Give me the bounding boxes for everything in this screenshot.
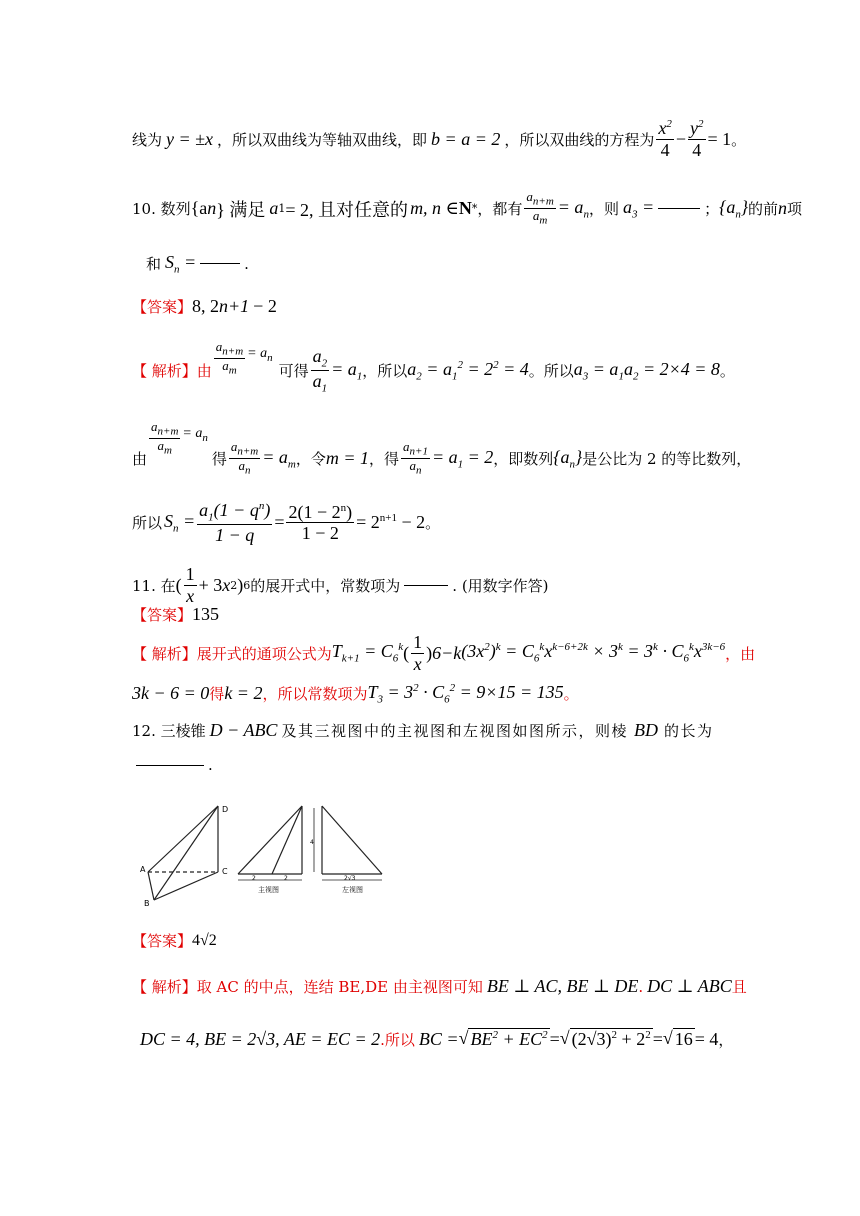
answer-blank-bd [136,765,204,766]
question-12: 12. 三棱锥 D − ABC 及其三视图中的主视图和左视图如图所示，则棱 BD 的长为 [132,720,714,740]
question-10: 10. 数列 {a n } 满足 a 1 = 2, 且对任意的 m, n ∈ N * ，都有 $\frac{a_{n+m}}{a_m}$ = $a_n$ ，则 $a_3$ = ； $\{a_n\}$ 的前 n 项 [132,189,803,227]
front-view [238,806,302,880]
tetrahedron-three-view-figure [138,800,398,908]
left-view-label: 左视图 [342,886,363,894]
front-dim-2b: 2 [284,875,288,882]
solution-11-line-1: 【 解析】展开式的通项公式为 $T_{k+1} = C_6^k$ ( $\frac{1}{x}$ ) 6−k $(3x^2)^k = C_6^kx^{k-6+2k} \times 3^k = 3^k \cdot C_6^kx^{3k-6}$ ，由 [132,632,756,674]
answer-12: 【答案】 4√2 [132,931,217,950]
fraction-x2-over-4: $\frac{x^2}{4}$ [658,118,672,160]
solution-12-line-1: 【 解析】取 AC 的中点，连结 BE,DE 由主视图可知 BE ⊥ AC, BE ⊥ DE . DC ⊥ ABC 且 [132,976,747,996]
answer-11: 【答案】 135 [132,604,220,624]
solution-11-line-2: 3k − 6 = 0 得 k = 2 ，所以常数项为 $T_3 = 3^2 \cdot C_6^2 = 9\times 15 = 135$ 。 [132,682,579,706]
question-12-cont: . [132,756,213,774]
front-dim-2: 2 [252,875,256,882]
left-dim-2root3: 2√3 [344,875,356,882]
label-C: C [222,867,228,876]
solution-12-line-2: DC = 4, BE = 2√3, AE = EC = 2 .所以 BC = √ $BE^2 + EC^2$ = √ $(2√3)^2 + 2^2$ = √ 16 = 4 ， [140,1028,734,1049]
solution-10-line-3: 所以 $S_n$ = $\frac{a_1(1 - q^n)}{1 - q}$ = $\frac{2(1 - 2^n)}{1 - 2}$ = $2^{n+1} - 2$ 。 [132,500,441,546]
tetrahedron-drawing [148,806,218,900]
label-D: D [222,805,229,814]
answer-blank-constant-term [404,585,448,586]
question-10-cont: 和 $S_n$ = . [146,252,249,276]
solution-10-line-1: 【 解析】由 $\frac{a_{n+m}}{a_m}$ = $a_n$ 可得 $\frac{a_2}{a_1}$ = $a_1$ ，所以 $a_2 = a_1^2 = 2^2 = 4$ 。所以 $a_3 = a_1a_2 = 2\times 4 = 8$ 。 [132,339,735,395]
left-dim-4: 4 [310,839,314,846]
hyperbola-conclusion-line: 线为 y = ±x ，所以双曲线为等轴双曲线，即 b = a = 2 ，所以双曲线的方程为 $\frac{x^2}{4}$ − $\frac{y^2}{4}$ = 1 。 [132,118,747,160]
label-B: B [144,899,150,908]
answer-10: 【答案】 8, 2 n+1 − 2 [132,296,277,316]
label-A: A [140,865,146,874]
front-view-label: 主视图 [258,886,279,894]
fraction-a-n-plus-m-over-a-m: $\frac{a_{n+m}}{a_m}$ [526,189,554,227]
answer-blank-a3 [658,208,700,209]
question-11: 11. 在 ( $\frac{1}{x}$ + 3 x 2 ) 6 的展开式中，常数项为 . (用数字作答) [132,564,549,606]
fraction-ratio: $\frac{a_{n+m}}{a_m}$ [215,339,244,377]
solution-10-line-2: 由 $\frac{a_{n+m}}{a_m}$ = $a_n$ 得 $\frac{a_{n+m}}{a_n}$ = $a_m$ ，令 m = 1 ，得 $\frac{a_{n+1}}{a_n}$ = $a_1 = 2$ ，即数列 $\{a_n\}$ 是公比为 2 的等比数列， [132,419,752,477]
left-view [314,806,382,880]
fraction-y2-over-4: $\frac{y^2}{4}$ [690,118,704,160]
answer-blank-sn [200,263,240,264]
